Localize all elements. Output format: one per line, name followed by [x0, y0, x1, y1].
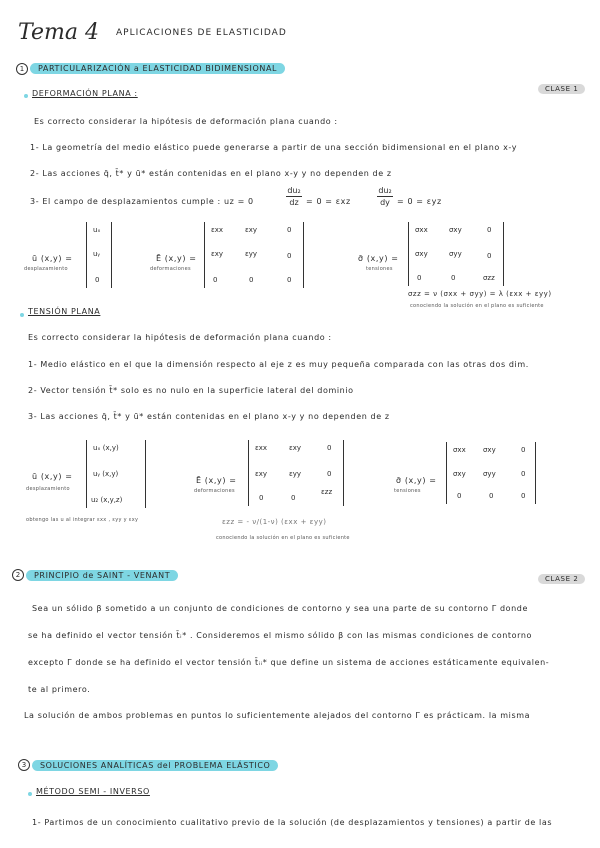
- sec3-line-1: 1- Partimos de un conocimiento cualitativo previo de la solución (de desplazamientos y tensiones) a partir de las: [32, 818, 553, 827]
- section-3-title: SOLUCIONES ANALÍTICAS del PROBLEMA ELÁSTICO: [32, 760, 278, 771]
- fraction-duz-dz: du₂ dz: [287, 186, 301, 207]
- ezz-equation: εzz = - ν/(1-ν) (εxx + εyy): [222, 518, 327, 526]
- ten-item-3: 3- Las acciones q̄, t̄* y ū* están contenidas en el plano x-y y no dependen de z: [28, 412, 390, 421]
- metodo-heading: MÉTODO SEMI - INVERSO: [36, 787, 150, 796]
- tension-plana-heading: TENSIÓN PLANA: [28, 307, 101, 316]
- page-title: APLICACIONES DE ELASTICIDAD: [116, 28, 287, 38]
- eq-eyz: = 0 = εyz: [397, 197, 442, 206]
- ezz-note: conociendo la solución en el plano es suficiente: [216, 535, 350, 541]
- def-item-1: 1- La geometría del medio elástico puede generarse a partir de una sección bidimensional en el plano x-y: [30, 143, 518, 152]
- s2-label: σ̄ (x,y) =: [396, 476, 437, 485]
- sv-line-4: te al primero.: [28, 685, 91, 694]
- bullet-dot: [28, 792, 32, 796]
- e2-sub: deformaciones: [194, 488, 235, 494]
- bullet-dot: [24, 94, 28, 98]
- e-matrix: εxx εxy 0 εxy εyy 0 0 0 0: [204, 222, 304, 288]
- fraction-duz-dy: du₂ dy: [378, 186, 392, 207]
- sv-line-2: se ha definido el vector tensión t̄ᵢ* . Consideremos el mismo sólido β con las mismas condiciones de contorno: [28, 631, 533, 640]
- u-vector: uₓ uᵧ 0: [86, 222, 112, 288]
- clase-2-badge: CLASE 2: [538, 574, 585, 584]
- u-sub: desplazamiento: [24, 266, 68, 272]
- szz-equation: σzz = ν (σxx + σyy) = λ (εxx + εyy): [408, 290, 552, 298]
- e2-label: Ē (x,y) =: [196, 476, 237, 485]
- section-2-title: PRINCIPIO de SAINT - VENANT: [26, 570, 178, 581]
- sv-line-1: Sea un sólido β sometido a un conjunto de condiciones de contorno y sea una parte de su contorno Γ donde: [32, 604, 528, 613]
- def-item-3: 3- El campo de desplazamientos cumple : uz = 0: [30, 197, 254, 206]
- def-item-2: 2- Las acciones q̄, t̄* y ū* están contenidas en el plano x-y y no dependen de z: [30, 169, 392, 178]
- sv-line-3: excepto Γ donde se ha definido el vector tensión t̄ᵢᵢ* que define un sistema de acciones estáticamente equivalen-: [28, 658, 550, 667]
- s-label: σ̄ (x,y) =: [358, 254, 399, 263]
- s2-sub: tensiones: [394, 488, 421, 494]
- s-matrix: σxx σxy 0 σxy σyy 0 0 0 σzz: [408, 222, 504, 286]
- u2-vector: uₓ (x,y) uᵧ (x,y) u₂ (x,y,z): [86, 440, 146, 508]
- ten-intro: Es correcto considerar la hipótesis de deformación plana cuando :: [28, 333, 332, 342]
- e-label: Ē (x,y) =: [156, 254, 197, 263]
- deformacion-plana-heading: DEFORMACIÓN PLANA :: [32, 89, 138, 98]
- def-intro: Es correcto considerar la hipótesis de deformación plana cuando :: [34, 117, 338, 126]
- tema-title: Tema 4: [18, 20, 99, 45]
- bullet-dot: [20, 313, 24, 317]
- u2-sub: desplazamiento: [26, 486, 70, 492]
- e-sub: deformaciones: [150, 266, 191, 272]
- section-2-number: 2: [12, 569, 24, 581]
- section-3-number: 3: [18, 759, 30, 771]
- sv-line-5: La solución de ambos problemas en puntos lo suficientemente alejados del contorno Γ es prácticam. la misma: [24, 711, 531, 720]
- e2-matrix: εxx εxy 0 εxy εyy 0 0 0 εzz: [248, 440, 344, 506]
- section-1-number: 1: [16, 63, 28, 75]
- u-label: ū (x,y) =: [32, 254, 73, 263]
- szz-note: conociendo la solución en el plano es suficiente: [410, 303, 544, 309]
- u2-label: ū (x,y) =: [32, 472, 73, 481]
- s2-matrix: σxx σxy 0 σxy σyy 0 0 0 0: [446, 442, 536, 504]
- ten-item-2: 2- Vector tensión t̄* solo es no nulo en la superficie lateral del dominio: [28, 386, 354, 395]
- eq-exz: = 0 = εxz: [306, 197, 351, 206]
- u2-note: obtengo las u al integrar εxx , εyy y εxy: [26, 517, 139, 523]
- ten-item-1: 1- Medio elástico en el que la dimensión respecto al eje z es muy pequeña comparada con las otras dos dim.: [28, 360, 529, 369]
- clase-1-badge: CLASE 1: [538, 84, 585, 94]
- section-1-title: PARTICULARIZACIÓN a ELASTICIDAD BIDIMENSIONAL: [30, 63, 285, 74]
- s-sub: tensiones: [366, 266, 393, 272]
